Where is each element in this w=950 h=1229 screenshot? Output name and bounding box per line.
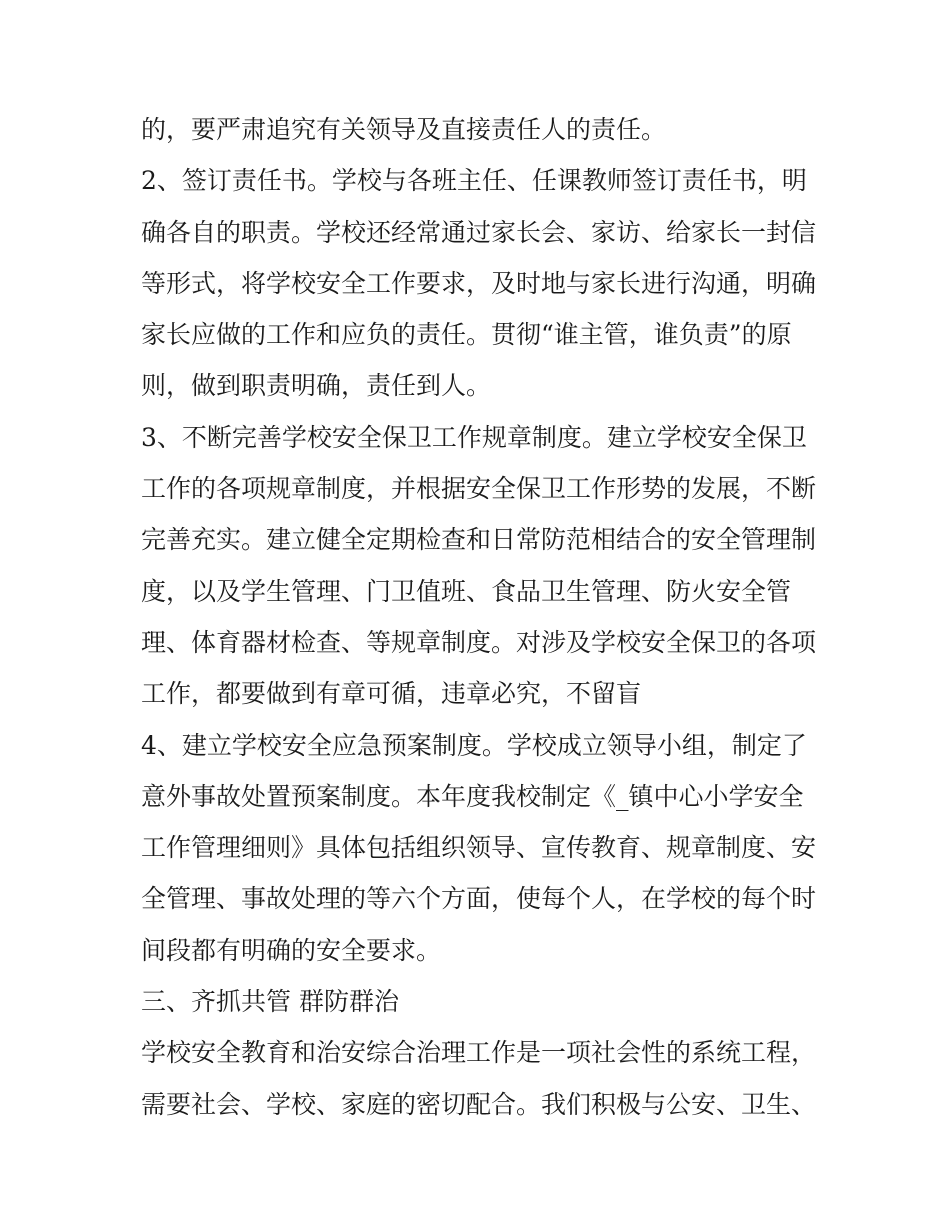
text-line-15: 工作管理细则》具体包括组织领导、宣传教育、规章制度、安 (141, 833, 817, 863)
text-line-20: 需要社会、学校、家庭的密切配合。我们积极与公安、卫生、 (141, 1089, 817, 1119)
text-line-19: 学校安全教育和治安综合治理工作是一项社会性的系统工程， (141, 1038, 817, 1068)
text-line-14: 意外事故处置预案制度。本年度我校制定《_镇中心小学安全 (141, 781, 804, 811)
body-text (141, 104, 817, 1130)
text-line-12: 工作，都要做到有章可循，违章必究，不留盲 (141, 679, 642, 709)
text-line-10: 度，以及学生管理、门卫值班、食品卫生管理、防火安全管 (141, 576, 792, 606)
text-line-7: 3、不断完善学校安全保卫工作规章制度。建立学校安全保卫 (141, 422, 807, 452)
text-line-13: 4、建立学校安全应急预案制度。学校成立领导小组，制定了 (141, 730, 807, 760)
text-line-11: 理、体育器材检查、等规章制度。对涉及学校安全保卫的各项 (141, 627, 817, 657)
text-line-6: 则，做到职责明确，责任到人。 (141, 371, 492, 401)
text-line-9: 完善充实。建立健全定期检查和日常防范相结合的安全管理制 (141, 525, 817, 555)
text-line-3: 确各自的职责。学校还经常通过家长会、家访、给家长一封信 (141, 217, 817, 247)
text-line-16: 全管理、事故处理的等六个方面，使每个人，在学校的每个时 (141, 884, 817, 914)
text-line-1: 的，要严肃追究有关领导及直接责任人的责任。 (141, 115, 667, 144)
text-line-17: 间段都有明确的安全要求。 (141, 935, 442, 965)
text-line-5: 家长应做的工作和应负的责任。贯彻“谁主管，谁负责”的原 (141, 320, 792, 350)
text-line-8: 工作的各项规章制度，并根据安全保卫工作形势的发展，不断 (141, 474, 817, 504)
section-heading: 三、齐抓共管 群防群治 (141, 987, 399, 1017)
text-line-4: 等形式，将学校安全工作要求，及时地与家长进行沟通，明确 (141, 268, 817, 298)
text-line-2: 2、签订责任书。学校与各班主任、任课教师签订责任书，明 (141, 166, 807, 196)
